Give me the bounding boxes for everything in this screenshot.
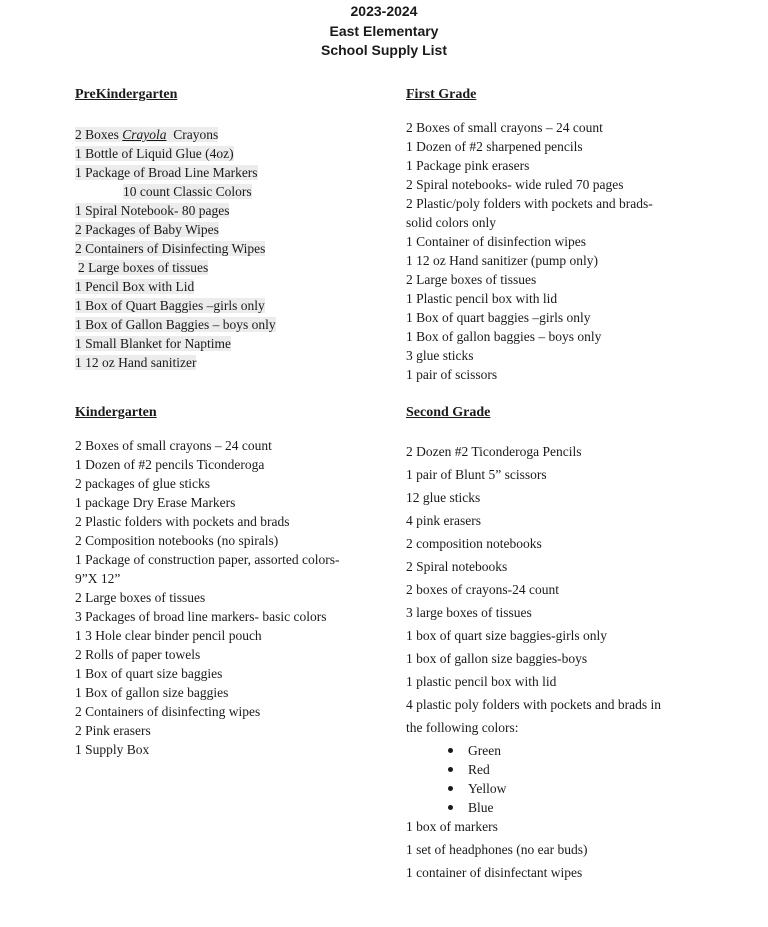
list-item: 1 Box of gallon size baggies <box>75 685 229 700</box>
list-item: 2 Composition notebooks (no spirals) <box>75 533 279 548</box>
list-item: 2 Large boxes of tissues <box>78 260 209 275</box>
list-item: 1 pair of scissors <box>406 367 498 382</box>
list-item: 1 box of gallon size baggies-boys <box>406 651 588 666</box>
list-item: the following colors: <box>406 720 519 735</box>
list-item: 1 set of headphones (no ear buds) <box>406 842 588 857</box>
list-item: Yellow <box>446 779 746 798</box>
second-grade-list-continued <box>406 815 746 884</box>
list-item: 2 Containers of Disinfecting Wipes <box>75 241 266 256</box>
list-item: 1 package Dry Erase Markers <box>75 495 236 510</box>
list-item: 1 Box of quart size baggies <box>75 666 223 681</box>
first-grade-section <box>406 87 746 384</box>
list-item: 4 plastic poly folders with pockets and brads in <box>406 697 661 712</box>
kindergarten-title: Kindergarten <box>75 405 157 420</box>
list-item: 1 Package of Broad Line Markers <box>75 165 258 180</box>
list-item: 1 container of disinfectant wipes <box>406 865 583 880</box>
list-item: 1 Plastic pencil box with lid <box>406 291 558 306</box>
list-item: 2 Large boxes of tissues <box>75 590 206 605</box>
list-item: 3 glue sticks <box>406 348 474 363</box>
list-item <box>75 125 395 144</box>
list-item: 2 Spiral notebooks <box>406 559 508 574</box>
list-item: 10 count Classic Colors <box>123 184 252 199</box>
list-item: 4 pink erasers <box>406 513 481 528</box>
kindergarten-list <box>75 436 395 759</box>
list-item: 1 Package of construction paper, assorted colors- <box>75 552 340 567</box>
list-item: 1 Box of gallon baggies – boys only <box>406 329 602 344</box>
list-item: 1 pair of Blunt 5” scissors <box>406 467 547 482</box>
folder-colors-list <box>406 741 746 817</box>
list-item: 2 Spiral notebooks- wide ruled 70 pages <box>406 177 624 192</box>
list-item: solid colors only <box>406 215 496 230</box>
list-item: 2 Rolls of paper towels <box>75 647 201 662</box>
first-grade-list <box>406 118 746 384</box>
list-item: 1 Dozen of #2 sharpened pencils <box>406 139 583 154</box>
prek-section <box>75 87 395 372</box>
list-item: 1 Box of Gallon Baggies – boys only <box>75 317 276 332</box>
kindergarten-section <box>75 405 395 759</box>
list-item: 1 Box of Quart Baggies –girls only <box>75 298 265 313</box>
list-item: 3 Packages of broad line markers- basic colors <box>75 609 327 624</box>
list-item: 1 Package pink erasers <box>406 158 530 173</box>
list-item: 1 box of markers <box>406 819 498 834</box>
school-name: East Elementary <box>329 22 439 39</box>
list-item: Red <box>446 760 746 779</box>
list-item: 1 Supply Box <box>75 742 150 757</box>
list-item: 2 Large boxes of tissues <box>406 272 537 287</box>
list-item: 1 Box of quart baggies –girls only <box>406 310 591 325</box>
list-item: 2 Boxes of small crayons – 24 count <box>75 438 272 453</box>
list-item: 1 Bottle of Liquid Glue (4oz) <box>75 146 234 161</box>
list-item: 2 Containers of disinfecting wipes <box>75 704 261 719</box>
document-title: School Supply List <box>320 42 447 58</box>
list-item: 2 Plastic folders with pockets and brads <box>75 514 290 529</box>
list-item: 12 glue sticks <box>406 490 481 505</box>
list-item: 1 Small Blanket for Naptime <box>75 336 231 351</box>
list-item: 1 3 Hole clear binder pencil pouch <box>75 628 262 643</box>
list-item: 1 plastic pencil box with lid <box>406 674 557 689</box>
list-item: 1 Spiral Notebook- 80 pages <box>75 203 230 218</box>
list-item: 2 Dozen #2 Ticonderoga Pencils <box>406 444 582 459</box>
list-item: Green <box>446 741 746 760</box>
list-item: 9”X 12” <box>75 571 121 586</box>
second-grade-title: Second Grade <box>406 405 491 420</box>
prek-item-qty: 2 Boxes <box>75 127 119 142</box>
second-grade-section <box>406 405 746 884</box>
list-item: 1 12 oz Hand sanitizer <box>75 355 197 370</box>
list-item: 2 Plastic/poly folders with pockets and brads- <box>406 196 653 211</box>
list-item: 2 Packages of Baby Wipes <box>75 222 219 237</box>
list-item: 3 large boxes of tissues <box>406 605 532 620</box>
prek-item-brand: Crayola <box>122 127 167 142</box>
document-header <box>0 2 768 61</box>
school-year: 2023-2024 <box>350 3 418 19</box>
second-grade-list <box>406 440 746 739</box>
list-item: 2 composition notebooks <box>406 536 542 551</box>
list-item: 1 box of quart size baggies-girls only <box>406 628 607 643</box>
prek-item-rest: Crayons <box>173 127 219 142</box>
prek-title: PreKindergarten <box>75 87 178 102</box>
list-item: 1 Dozen of #2 pencils Ticonderoga <box>75 457 265 472</box>
list-item: 1 Pencil Box with Lid <box>75 279 195 294</box>
list-item: 2 boxes of crayons-24 count <box>406 582 559 597</box>
list-item: 1 Container of disinfection wipes <box>406 234 586 249</box>
list-item: 2 Boxes of small crayons – 24 count <box>406 120 603 135</box>
list-item: 2 packages of glue sticks <box>75 476 210 491</box>
first-grade-title: First Grade <box>406 87 477 102</box>
list-item: Blue <box>446 798 746 817</box>
list-item: 2 Pink erasers <box>75 723 151 738</box>
prek-list <box>75 125 395 372</box>
list-item: 1 12 oz Hand sanitizer (pump only) <box>406 253 598 268</box>
